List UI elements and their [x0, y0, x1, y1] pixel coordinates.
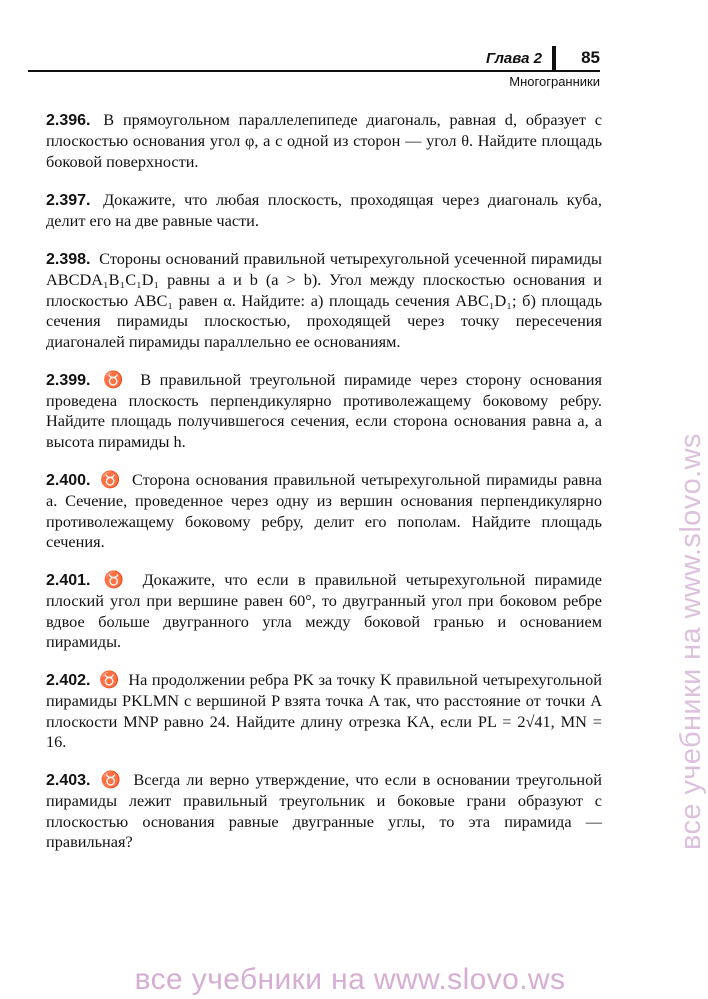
problem-number: 2.403.	[46, 772, 91, 790]
difficulty-mark-icon: ♉	[99, 669, 120, 689]
problem-text: Стороны оснований правильной четырехугольной усеченной пирамиды ABCDA₁B₁C₁D₁ равны a и b (a > b). Угол между плоскостью основания и плоскостью ABC₁ равен α. Найдите: а) площадь сечения ABC₁D₁; б) площадь сечения пирамиды плоскостью, проходящей через точку пересечения диагоналей пирамиды параллельно ее основаниям.	[46, 249, 602, 351]
problem-text: Докажите, что любая плоскость, проходящая через диагональ куба, делит его на две равные части.	[46, 189, 602, 231]
problem-number: 2.397.	[46, 191, 91, 209]
problem-number: 2.401.	[46, 571, 91, 589]
header-separator-bar	[552, 46, 556, 70]
problem-text: Докажите, что если в правильной четырехугольной пирамиде плоский угол при вершине равен 60°, то двугранный угол при боковом ребре вдвое больше двугранного угла между боковой гранью и основанием пирамиды.	[46, 569, 602, 652]
problem-2-396	[46, 110, 602, 172]
problem-number: 2.402.	[46, 671, 91, 689]
bottom-watermark: все учебники на www.slovo.ws	[134, 963, 566, 996]
page-number: 85	[581, 48, 600, 67]
problem-2-400	[46, 470, 602, 553]
problem-2-402	[46, 670, 602, 753]
problem-text: На продолжении ребра PK за точку K правильной четырехугольной пирамиды PKLMN с вершиной P взята точка A так, что расстояние от точки A плоскости MNP равно 24. Найдите длину отрезка KA, если PL = 2√41, MN = 16.	[46, 669, 602, 752]
problem-2-399	[46, 370, 602, 453]
problem-number: 2.396.	[46, 112, 91, 129]
problem-text: В правильной треугольной пирамиде через сторону основания проведена плоскость перпендикулярно противолежащему боковому ребру. Найдите площадь получившегося сечения, если сторона основания равна a, а высота пирамиды h.	[46, 369, 602, 451]
header-rule	[28, 70, 600, 72]
problem-text: Сторона основания правильной четырехугольной пирамиды равна a. Сечение, проведенное через одну из вершин основания перпендикулярно противолежащему боковому ребру, делит его пополам. Найдите площадь сечения.	[46, 469, 603, 551]
side-watermark: все учебники на www.slovo.ws	[675, 433, 707, 850]
chapter-subtitle: Многогранники	[509, 74, 600, 89]
problem-text: В прямоугольном параллелепипеде диагональ, равная d, образует с плоскостью основания угол φ, а с одной из сторон — угол θ. Найдите площадь боковой поверхности.	[46, 110, 602, 171]
problem-list	[46, 110, 602, 870]
page-header	[28, 46, 600, 92]
problem-number: 2.400.	[46, 471, 91, 489]
difficulty-mark-icon: ♉	[100, 770, 124, 790]
problem-number: 2.399.	[46, 371, 91, 389]
problem-2-401	[46, 570, 602, 653]
problem-2-398	[46, 249, 602, 352]
difficulty-mark-icon: ♉	[103, 569, 130, 589]
problem-text: Всегда ли верно утверждение, что если в основании треугольной пирамиды лежит правильный треугольник и боковые грани образуют с плоскостью основания равные двугранные углы, то эта пирамида — правильная?	[46, 770, 603, 852]
problem-2-403	[46, 770, 602, 853]
chapter-label: Глава 2	[485, 50, 542, 67]
problem-number: 2.398.	[46, 251, 91, 269]
difficulty-mark-icon: ♉	[103, 369, 128, 389]
problem-2-397	[46, 190, 602, 232]
difficulty-mark-icon: ♉	[100, 469, 123, 489]
